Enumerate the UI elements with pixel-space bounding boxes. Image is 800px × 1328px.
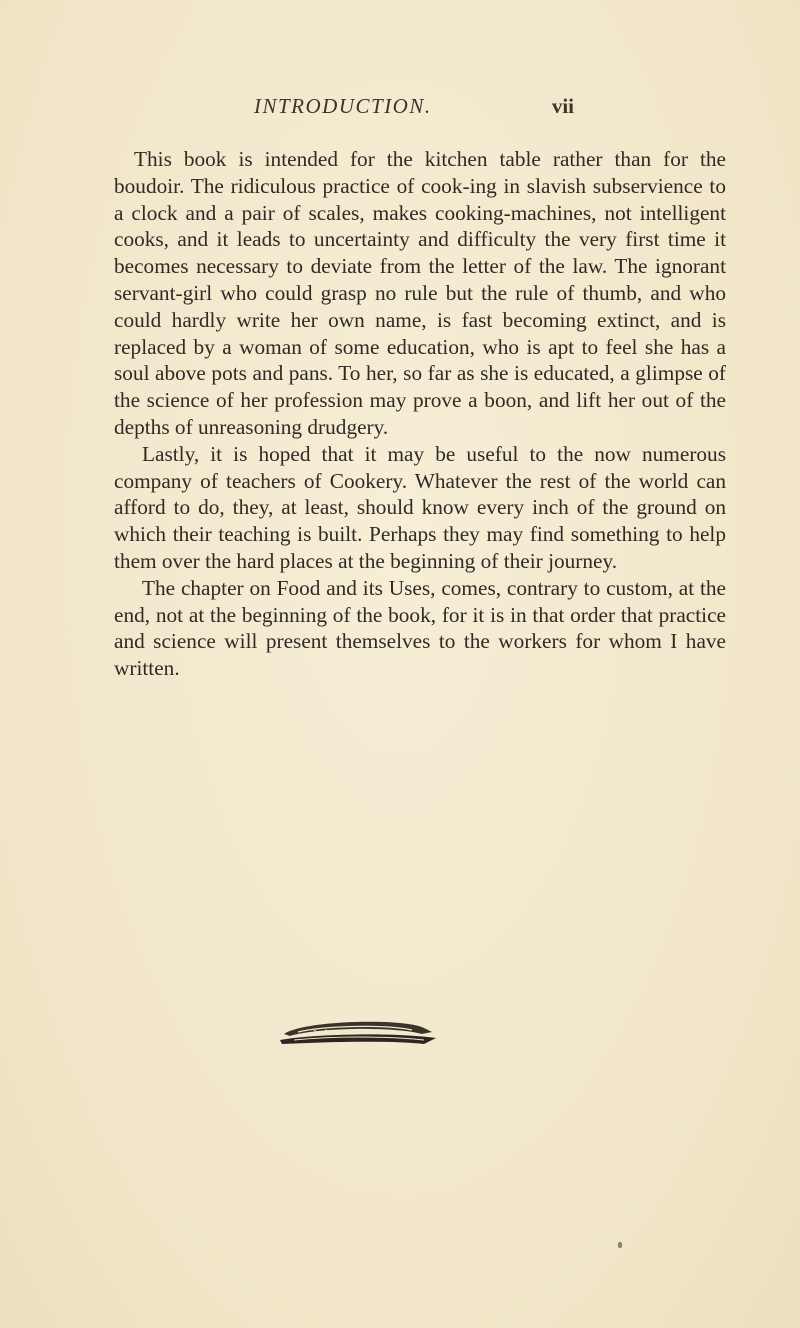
- paragraph-2: Lastly, it is hoped that it may be useful to the now numerous company of teachers of Cookery. Whatever the rest of the world can afford to do, they, at least, should know every inch of the ground on which their teaching is built. Perhaps they may find something to help them over the hard places at the beginning of their journey.: [114, 441, 726, 573]
- running-title: INTRODUCTION.: [254, 94, 432, 118]
- paper-speck: [618, 1242, 622, 1248]
- paragraph-1: This book is intended for the kitchen table rather than for the boudoir. The ridiculous practice of cook-ing in slavish subservience to a clock and a pair of scales, makes cooking-machines, not intelligent cooks, and it leads to uncertainty and difficulty the very first time it becomes necessary to deviate from the letter of the law. The ignorant servant-girl who could grasp no rule but the rule of thumb, and who could hardly write her own name, is fast becoming extinct, and is replaced by a woman of some education, who is apt to feel she has a soul above pots and pans. To her, so far as she is educated, a glimpse of the science of her profession may prove a boon, and lift her out of the depths of unreasoning drudgery.: [114, 147, 726, 439]
- page-number: vii: [551, 94, 574, 118]
- page-header: [254, 94, 574, 124]
- paragraph-3: The chapter on Food and its Uses, comes, contrary to custom, at the end, not at the beginning of the book, for it is in that order that practice and science will present themselves to the workers for whom I have written.: [114, 575, 726, 681]
- body-text: [114, 146, 726, 682]
- tailpiece-ornament: [274, 1014, 440, 1050]
